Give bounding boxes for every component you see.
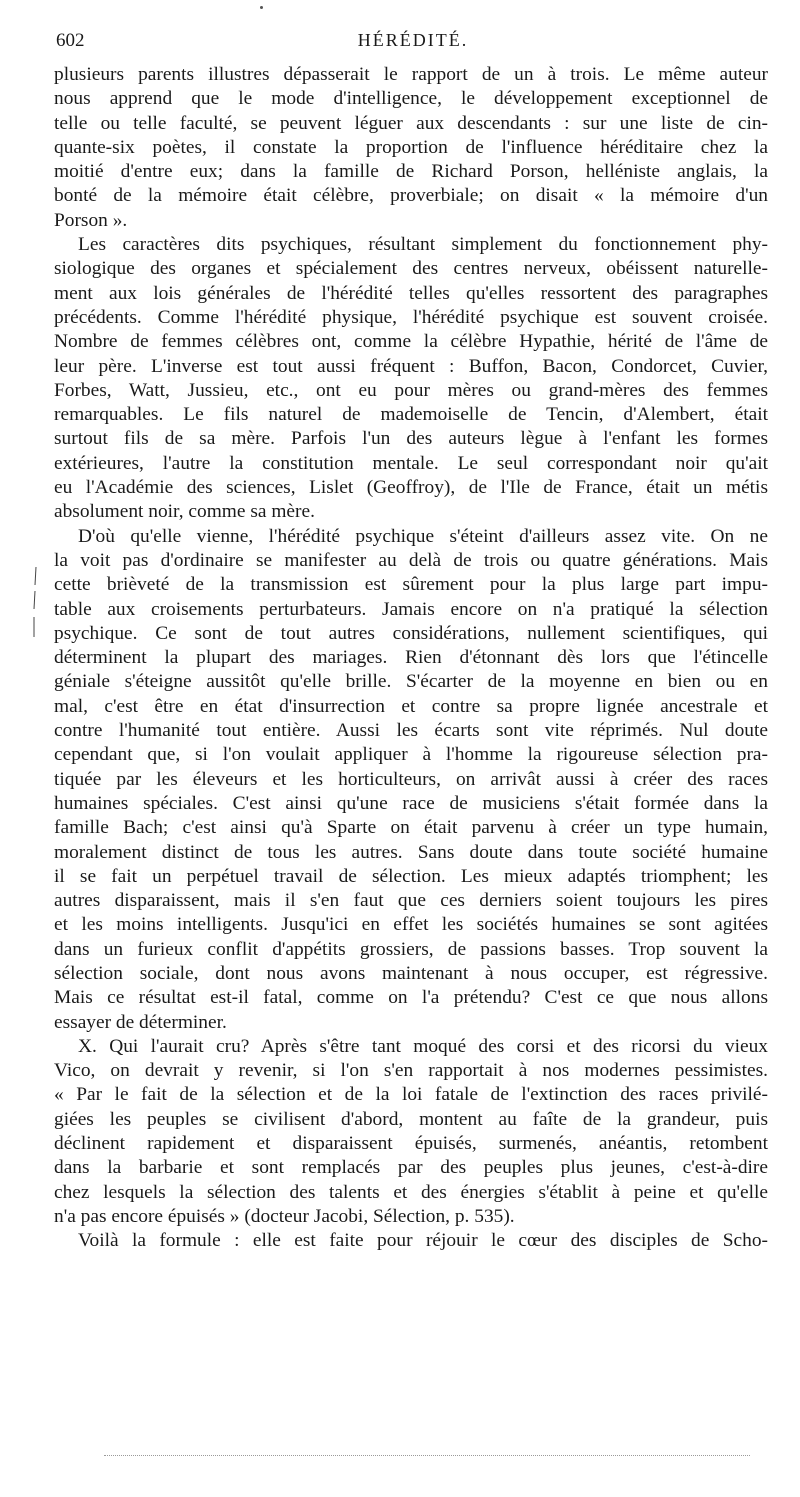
footer-rule — [104, 1455, 750, 1456]
text-line: déclinent rapidement et disparaissent épuisés, surmenés, anéantis, retombent — [54, 1133, 768, 1155]
page-number: 602 — [56, 30, 85, 51]
text-line: Forbes, Watt, Jussieu, etc., ont eu pour mères ou grand-mères des femmes — [54, 379, 768, 401]
text-line: nous apprend que le mode d'intelligence, le développement exceptionnel de — [54, 88, 768, 110]
text-line: sélection sociale, dont nous avons maintenant à nous occuper, est régressive. — [54, 962, 768, 984]
text-line: siologique des organes et spécialement des centres nerveux, obéissent naturelle- — [54, 258, 768, 280]
text-line: dans un furieux conflit d'appétits grossiers, de passions basses. Trop souvent la — [54, 938, 768, 960]
text-line: Mais ce résultat est-il fatal, comme on l'a prétendu? C'est ce que nous allons — [54, 987, 768, 1009]
text-line: table aux croisements perturbateurs. Jamais encore on n'a pratiqué la sélection — [54, 598, 768, 620]
paragraph-start-line: D'où qu'elle vienne, l'hérédité psychique s'éteint d'ailleurs assez vite. On ne — [78, 525, 768, 547]
text-line: quante-six poètes, il constate la proportion de l'influence héréditaire chez la — [54, 136, 768, 158]
text-line: eu l'Académie des sciences, Lislet (Geoffroy), de l'Ile de France, était un métis — [54, 477, 768, 499]
text-line: humaines spéciales. C'est ainsi qu'une race de musiciens s'était formée dans la — [54, 792, 768, 814]
text-line: autres disparaissent, mais il s'en faut que ces derniers soient toujours les pires — [54, 890, 768, 912]
text-line: précédents. Comme l'hérédité physique, l'hérédité psychique est souvent croisée. — [54, 306, 768, 328]
text-line: la voit pas d'ordinaire se manifester au delà de trois ou quatre générations. Mais — [54, 549, 768, 571]
text-line: moralement distinct de tous les autres. Sans doute dans toute société humaine — [54, 841, 768, 863]
text-line: essayer de déterminer. — [54, 1011, 227, 1033]
paragraph-start-line: X. Qui l'aurait cru? Après s'être tant moqué des corsi et des ricorsi du vieux — [78, 1035, 768, 1057]
text-line: tiquée par les éleveurs et les horticulteurs, on arrivât aussi à créer des races — [54, 768, 768, 790]
text-line: cependant que, si l'on voulait appliquer à l'homme la rigoureuse sélection pra- — [54, 744, 768, 766]
text-line: cette brièveté de la transmission est sûrement pour la plus large part impu- — [54, 574, 768, 596]
text-line: surtout fils de sa mère. Parfois l'un des auteurs lègue à l'enfant les formes — [54, 428, 768, 450]
text-line: remarquables. Le fils naturel de mademoiselle de Tencin, d'Alembert, était — [54, 404, 768, 426]
text-line: géniale s'éteigne aussitôt qu'elle brille. S'écarter de la moyenne en bien ou en — [54, 671, 768, 693]
running-title: HÉRÉDITÉ. — [357, 30, 469, 50]
page-header — [56, 30, 770, 56]
paragraph-start-line: Les caractères dits psychiques, résultant simplement du fonctionnement phy- — [78, 234, 768, 256]
text-line: Porson ». — [54, 209, 128, 231]
text-line: ment aux lois générales de l'hérédité telles qu'elles ressortent des paragraphes — [54, 282, 768, 304]
text-line: absolument noir, comme sa mère. — [54, 501, 315, 523]
text-line: il se fait un perpétuel travail de sélection. Les mieux adaptés triomphent; les — [54, 865, 768, 887]
text-line: contre l'humanité tout entière. Aussi les écarts sont vite réprimés. Nul doute — [54, 720, 768, 742]
text-line: dans la barbarie et sont remplacés par des peuples plus jeunes, c'est-à-dire — [54, 1157, 768, 1179]
paragraph-start-line: Voilà la formule : elle est faite pour réjouir le cœur des disciples de Scho- — [78, 1230, 768, 1252]
body-text — [54, 63, 768, 1254]
text-line: chez lesquels la sélection des talents et des énergies s'établit à peine et qu'elle — [54, 1181, 768, 1203]
text-line: leur père. L'inverse est tout aussi fréquent : Buffon, Bacon, Condorcet, Cuvier, — [54, 355, 768, 377]
text-line: et les moins intelligents. Jusqu'ici en effet les sociétés humaines se sont agitées — [54, 914, 768, 936]
text-line: n'a pas encore épuisés » (docteur Jacobi, Sélection, p. 535). — [54, 1205, 515, 1227]
margin-pencil-mark — [32, 565, 38, 641]
text-line: giées les peuples se civilisent d'abord, montent au faîte de la grandeur, puis — [54, 1108, 768, 1130]
text-line: telle ou telle faculté, se peuvent léguer aux descendants : sur une liste de cin- — [54, 112, 768, 134]
text-line: déterminent la plupart des mariages. Rien d'étonnant dès lors que l'étincelle — [54, 647, 768, 669]
text-line: plusieurs parents illustres dépasserait le rapport de un à trois. Le même auteur — [54, 64, 768, 85]
text-line: Vico, on devrait y revenir, si l'on s'en rapportait à nos modernes pessimistes. — [54, 1060, 768, 1082]
text-line: bonté de la mémoire était célèbre, proverbiale; on disait « la mémoire d'un — [54, 185, 768, 207]
text-line: extérieures, l'autre la constitution mentale. Le seul correspondant noir qu'ait — [54, 452, 768, 474]
text-line: psychique. Ce sont de tout autres considérations, nullement scientifiques, qui — [54, 622, 768, 644]
text-line: « Par le fait de la sélection et de la loi fatale de l'extinction des races privilé- — [54, 1084, 768, 1106]
text-line: moitié d'entre eux; dans la famille de Richard Porson, helléniste anglais, la — [54, 161, 768, 183]
text-line: famille Bach; c'est ainsi qu'à Sparte on était parvenu à créer un type humain, — [54, 817, 768, 839]
text-line: mal, c'est être en état d'insurrection et contre sa propre lignée ancestrale et — [54, 695, 768, 717]
text-line: Nombre de femmes célèbres ont, comme la célèbre Hypathie, hérité de l'âme de — [54, 331, 768, 353]
speck-mark — [260, 6, 263, 9]
